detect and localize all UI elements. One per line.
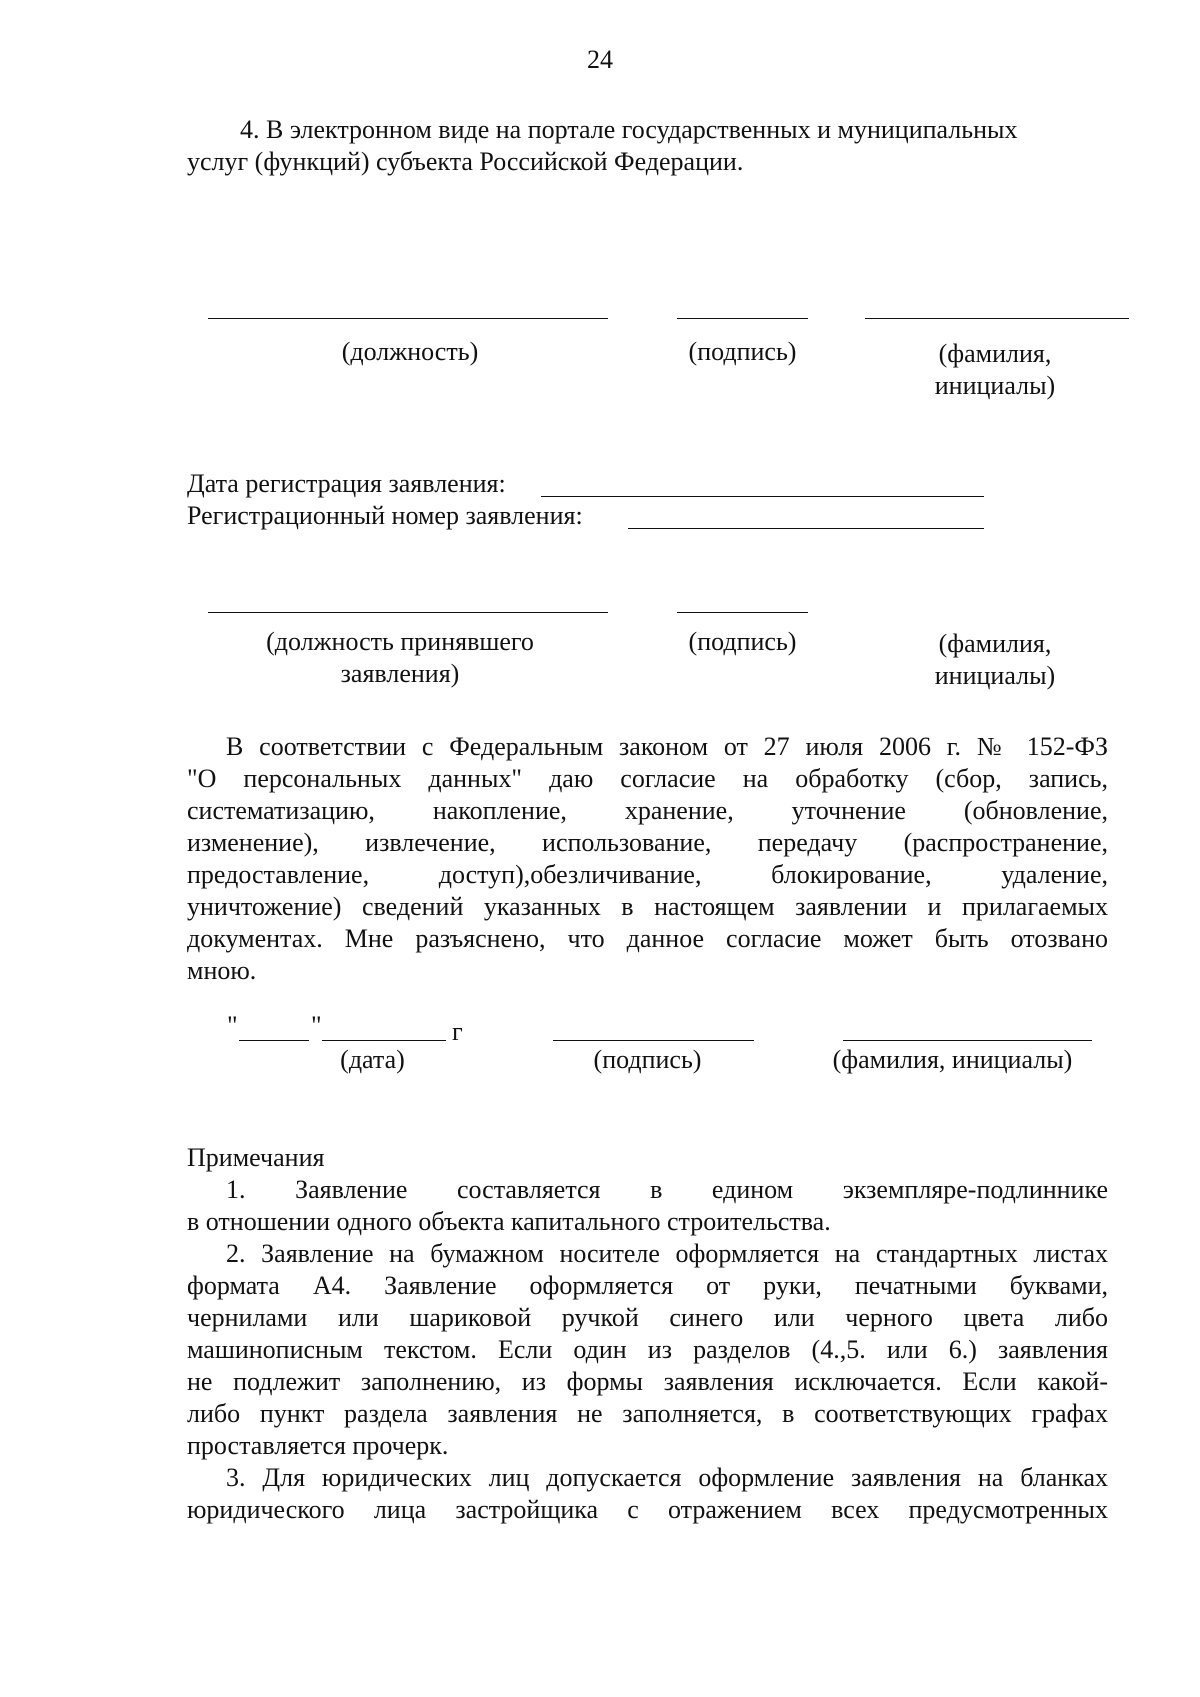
notes-heading: Примечания: [187, 1143, 325, 1172]
note-line: 1. Заявление составляется в едином экземпляре-подлиннике: [226, 1175, 1108, 1204]
final-name-line[interactable]: [843, 1040, 1092, 1041]
date-year-suffix: г: [452, 1017, 463, 1046]
note-line: чернилами или шариковой ручкой синего или черного цвета либо: [187, 1303, 1108, 1332]
registration-number-field[interactable]: [628, 528, 984, 529]
receiver-signature-line[interactable]: [677, 612, 808, 613]
page-number: 24: [587, 45, 613, 74]
consent-line: систематизацию, накопление, хранение, уточнение (обновление,: [187, 796, 1108, 825]
name-label-2: инициалы): [934, 371, 1056, 400]
date-quote-open: ": [227, 1011, 238, 1040]
registration-date-label: Дата регистрация заявления:: [187, 469, 506, 498]
date-day-field[interactable]: [239, 1040, 309, 1041]
consent-line: уничтожение) сведений указанных в настоящем заявлении и прилагаемых: [187, 892, 1108, 921]
final-signature-label: (подпись): [593, 1045, 702, 1074]
receiver-position-label-2: заявления): [340, 659, 460, 688]
item4-line2: услуг (функций) субъекта Российской Федерации.: [187, 147, 744, 176]
date-label: (дата): [340, 1045, 405, 1074]
note-line: 3. Для юридических лиц допускается оформление заявления на бланках: [226, 1463, 1108, 1492]
final-name-label: (фамилия, инициалы): [832, 1045, 1073, 1074]
consent-line: документах. Мне разъяснено, что данное согласие может быть отозвано: [187, 924, 1108, 953]
name-line[interactable]: [865, 318, 1129, 319]
consent-line: изменение), извлечение, использование, передачу (распространение,: [187, 828, 1108, 857]
final-signature-line[interactable]: [553, 1040, 754, 1041]
registration-number-label: Регистрационный номер заявления:: [187, 501, 583, 530]
date-month-field[interactable]: [322, 1040, 446, 1041]
position-line[interactable]: [208, 318, 608, 319]
signature-line[interactable]: [677, 318, 808, 319]
note-line: 2. Заявление на бумажном носителе оформляется на стандартных листах: [226, 1239, 1108, 1268]
note-line: проставляется прочерк.: [187, 1431, 449, 1460]
receiver-position-label-1: (должность принявшего: [266, 627, 534, 656]
note-line: машинописным текстом. Если один из разделов (4.,5. или 6.) заявления: [187, 1335, 1108, 1364]
position-label: (должность): [341, 337, 479, 366]
consent-line: "О персональных данных" даю согласие на обработку (сбор, запись,: [187, 764, 1108, 793]
consent-line: предоставление, доступ),обезличивание, блокирование, удаление,: [187, 860, 1108, 889]
note-line: не подлежит заполнению, из формы заявления исключается. Если какой-: [187, 1367, 1108, 1396]
signature-label: (подпись): [688, 337, 797, 366]
note-line: формата А4. Заявление оформляется от руки, печатными буквами,: [187, 1271, 1108, 1300]
consent-line: мною.: [187, 956, 257, 985]
receiver-signature-label: (подпись): [688, 627, 797, 656]
receiver-name-label-1: (фамилия,: [938, 629, 1052, 658]
note-line: в отношении одного объекта капитального строительства.: [187, 1207, 831, 1236]
item4-line1: 4. В электронном виде на портале государственных и муниципальных: [240, 115, 1018, 144]
consent-line: В соответствии с Федеральным законом от 27 июля 2006 г. № 152-ФЗ: [226, 732, 1108, 761]
receiver-name-label-2: инициалы): [934, 661, 1056, 690]
note-line: либо пункт раздела заявления не заполняется, в соответствующих графах: [187, 1399, 1108, 1428]
name-label-1: (фамилия,: [938, 339, 1052, 368]
receiver-position-line[interactable]: [208, 612, 608, 613]
registration-date-field[interactable]: [541, 496, 984, 497]
date-quote-close: ": [311, 1011, 322, 1040]
note-line: юридического лица застройщика с отражением всех предусмотренных: [187, 1495, 1108, 1524]
